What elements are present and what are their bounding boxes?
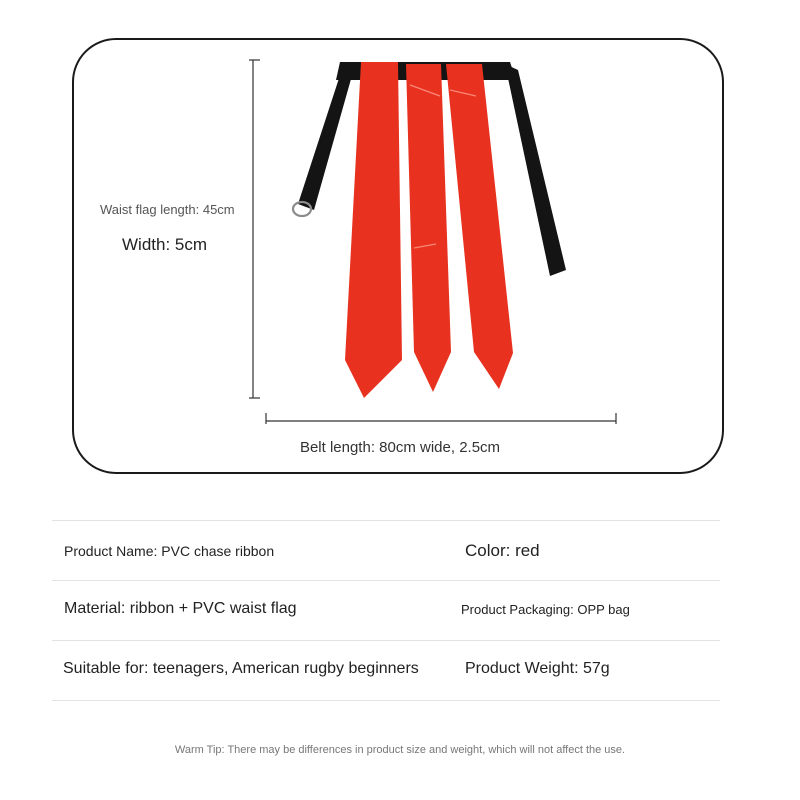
belt-length-dimension-line (266, 413, 616, 424)
spec-divider (52, 700, 720, 701)
spec-suitable-for: Suitable for: teenagers, American rugby beginners (63, 660, 419, 677)
red-flag-middle (406, 64, 451, 392)
spec-divider (52, 640, 720, 641)
spec-color: Color: red (465, 541, 540, 560)
spec-material: Material: ribbon + PVC waist flag (64, 600, 297, 617)
spec-weight: Product Weight: 57g (465, 660, 610, 677)
spec-divider (52, 580, 720, 581)
flag-length-dimension-line (249, 60, 260, 398)
waist-flag-length-label: Waist flag length: 45cm (100, 202, 235, 217)
warm-tip: Warm Tip: There may be differences in product size and weight, which will not affect the use. (174, 744, 626, 756)
red-flag-left (345, 62, 402, 398)
width-label: Width: 5cm (122, 235, 208, 254)
spec-packaging: Product Packaging: OPP bag (461, 602, 630, 617)
spec-divider (52, 520, 720, 521)
red-flag-right (446, 64, 513, 389)
belt-length-label: Belt length: 80cm wide, 2.5cm (299, 439, 501, 456)
spec-product-name: Product Name: PVC chase ribbon (64, 543, 275, 559)
